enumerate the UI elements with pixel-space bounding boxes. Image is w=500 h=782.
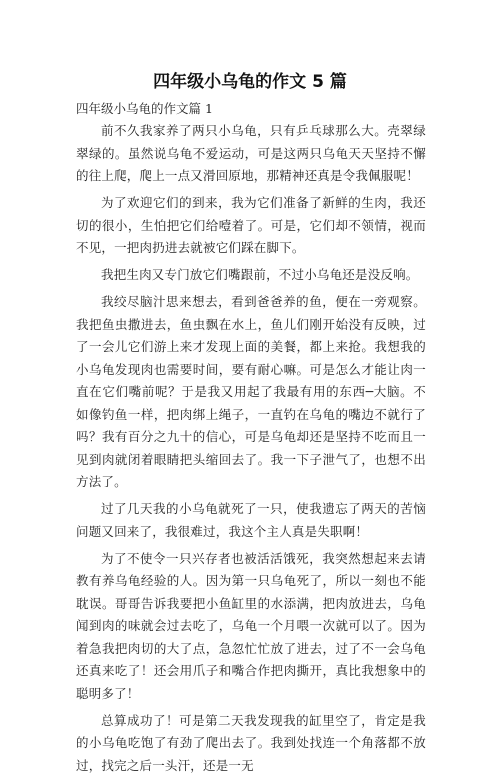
paragraph: 为了不使令一只兴存者也被活活饿死，我突然想起来去请教有养乌龟经验的人。因为第一只乌龟死了，所以一刻也不能耽误。哥哥告诉我要把小鱼缸里的水添满，把肉放进去，乌龟闻到肉的味就会过去吃了，乌龟一个月喂一次就可以了。因为着急我把肉切的大了点，急忽忙忙放了进去，过了不一会乌龟还真来吃了！还会用爪子和嘴合作把肉撕开，真比我想象中的聪明多了！ xyxy=(76,550,426,701)
paragraph: 我绞尽脑汁思来想去，看到爸爸养的鱼，便在一旁观察。我把鱼虫撒进去，鱼虫飘在水上，鱼儿们刚开始没有反映，过了一会儿它们游上来才发现上面的美餐，都上来抢。我想我的小乌龟发现肉也需要时间，要有耐心嘛。可是怎么才能让肉一直在它们嘴前呢？于是我又用起了我最有用的东西─大脑。不如像钓鱼一样，把肉绑上绳子，一直钓在乌龟的嘴边不就行了吗？我有百分之九十的信心，可是乌龟却还是坚持不吃而且一见到肉就闭着眼睛把头缩回去了。我一下子泄气了，也想不出方法了。 xyxy=(76,294,426,489)
document-title: 四年级小乌龟的作文 5 篇 xyxy=(153,72,347,92)
paragraph: 总算成功了！可是第二天我发现我的缸里空了，肯定是我的小乌龟吃饱了有劲了爬出去了。我到处找连一个角落都不放过，找完之后一头汗，还是一无 xyxy=(76,712,426,773)
paragraph: 我把生肉又专门放它们嘴跟前，不过小乌龟还是没反响。 xyxy=(101,267,419,282)
document-body xyxy=(76,120,426,782)
paragraph: 前不久我家养了两只小乌龟，只有乒乓球那么大。壳翠绿翠绿的。虽然说乌龟不爱运动，可是这两只乌龟天天坚持不懈的往上爬，爬上一点又滑回原地，那精神还真是令我佩服呢！ xyxy=(76,123,426,183)
paragraph: 为了欢迎它们的到来，我为它们准备了新鲜的生肉，我还切的很小，生怕把它们给噎着了。可是，它们却不领情，视而不见，一把肉扔进去就被它们踩在脚下。 xyxy=(76,195,426,255)
paragraph: 过了几天我的小乌龟就死了一只，使我遗忘了两天的苦恼问题又回来了，我很难过，我这个主人真是失职啊！ xyxy=(76,501,426,539)
section-subtitle: 四年级小乌龟的作文篇 1 xyxy=(76,101,213,116)
